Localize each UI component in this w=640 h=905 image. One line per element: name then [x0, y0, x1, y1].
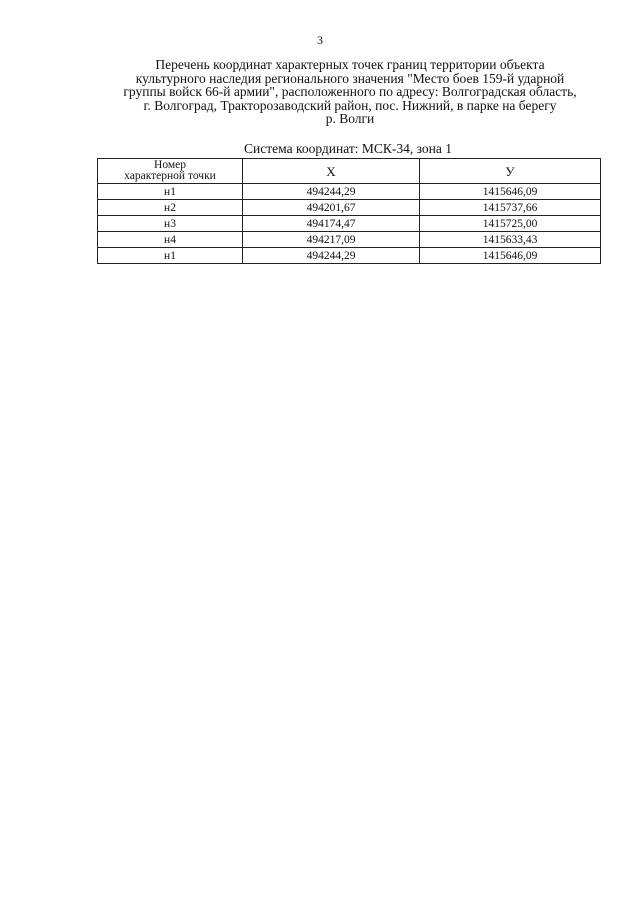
cell-point: н1	[98, 248, 243, 264]
title-line: культурного наследия регионального значения "Место боев 159-й ударной	[135, 70, 565, 86]
coordinates-table	[97, 158, 601, 264]
title-line: р. Волги	[325, 111, 375, 126]
page-number: 3	[317, 33, 323, 47]
cell-y: 1415633,43	[420, 232, 601, 248]
coordinate-system-caption: Система координат: МСК-34, зона 1	[244, 141, 452, 156]
table-row	[98, 232, 601, 248]
header-point-line1: Номер	[154, 159, 186, 171]
document-title	[90, 58, 610, 126]
cell-point: н2	[98, 200, 243, 216]
table-row	[98, 216, 601, 232]
cell-y: 1415725,00	[420, 216, 601, 232]
cell-y: 1415646,09	[420, 248, 601, 264]
table-header-row	[98, 159, 601, 184]
table-row	[98, 200, 601, 216]
header-point-line2: характерной точки	[124, 170, 216, 182]
cell-x: 494244,29	[243, 184, 420, 200]
cell-x: 494174,47	[243, 216, 420, 232]
table-row	[98, 184, 601, 200]
cell-x: 494201,67	[243, 200, 420, 216]
title-line: группы войск 66-й армии", расположенного по адресу: Волгоградская область,	[123, 84, 577, 99]
header-point-number	[98, 159, 243, 184]
title-line: Перечень координат характерных точек границ территории объекта	[155, 57, 545, 72]
cell-point: н4	[98, 232, 243, 248]
table-row	[98, 248, 601, 264]
cell-x: 494244,29	[243, 248, 420, 264]
cell-point: н1	[98, 184, 243, 200]
cell-y: 1415737,66	[420, 200, 601, 216]
cell-x: 494217,09	[243, 232, 420, 248]
header-x: X	[243, 159, 420, 184]
cell-y: 1415646,09	[420, 184, 601, 200]
title-line: г. Волгоград, Тракторозаводский район, пос. Нижний, в парке на берегу	[143, 97, 557, 113]
header-y: У	[420, 159, 601, 184]
cell-point: н3	[98, 216, 243, 232]
